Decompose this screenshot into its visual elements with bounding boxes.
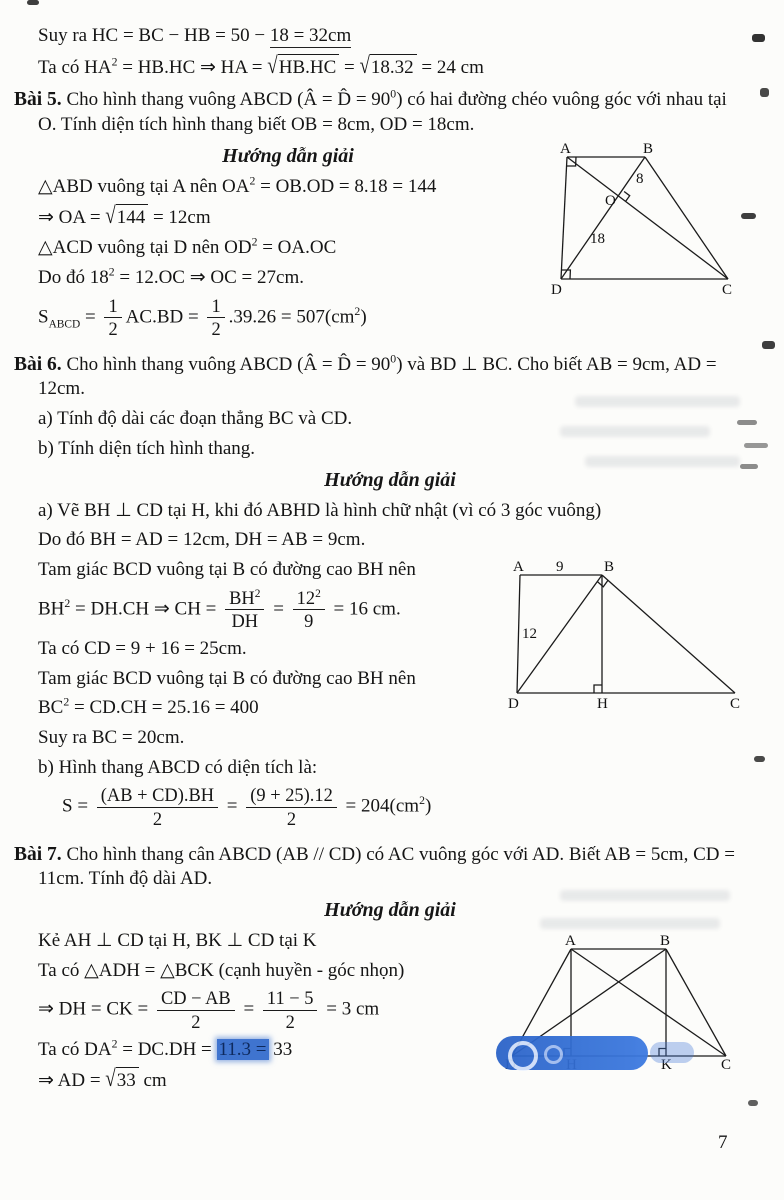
vertex-label-b: B [643,142,654,157]
math-line: △ABD vuông tại A nên $OA^2 = OB.OD = 8.18 = 144$ [38,174,437,197]
math-line: a) Vẽ BH ⊥ CD tại H, khi đó ABHD là hình chữ nhật (vì có 3 góc vuông) [38,499,602,521]
math-line: Ta có △ADH = △BCK (cạnh huyền - góc nhọn) [38,959,405,981]
solution-guide-heading: Hướng dẫn giải [222,144,354,167]
math-line: ⇒ AD = √33 cm [38,1066,167,1093]
math-sqrt: √18.32 [359,54,416,81]
blue-watermark-tail [650,1042,694,1063]
math-fraction: $\frac{(AB + CD).BH}{2}$ [97,785,218,829]
vertex-label-a: A [560,142,571,157]
vertex-label-a: A [565,932,576,949]
math-sqrt: √33 [105,1067,138,1094]
problem-6-part-a: a) Tính độ dài các đoạn thẳng BC và CD. [38,408,353,430]
math-fraction: $\frac{CD - AB}{2}$ [157,988,235,1032]
right-trapezoid-diagram [507,560,742,712]
problem-6-part-b: b) Tính diện tích hình thang. [38,437,256,459]
blue-watermark [496,1036,648,1070]
math-fraction: $\frac{12^2}{9}$ [293,588,325,632]
problem-7-statement: Bài 7. Cho hình thang cân ABCD (AB // CD) có AC vuông góc với AD. Biết AB = 5cm, CD = 11cm. Tính độ dài AD. [14,843,735,890]
figure-bai5 [550,143,742,301]
math-line: Suy ra BC = 20cm. [38,726,185,748]
vertex-label-a: A [513,559,524,575]
math-fraction: $\frac{BH^2}{DH}$ [225,588,264,632]
problem-5-statement: Bài 5. Cho hình thang vuông ABCD (Â = D̂ = $90^0$) có hai đường chéo vuông góc với nhau tại O. Tính diện tích hình thang biết OB = 8cm, OD = 18cm. [14,88,727,136]
scan-artifact [27,0,39,5]
scan-artifact [760,88,769,97]
vertex-label-c: C [721,1056,732,1073]
scan-artifact [741,213,756,219]
problem-6-solution [38,467,742,835]
math-line: ⇒ DH = CK = $\frac{CD - AB}{2}$ = $\frac{11 - 5}{2}$ = 3 cm [38,988,380,1032]
scan-artifact [762,341,775,349]
segment-label-ob: 8 [636,170,644,187]
vertex-label-b: B [660,932,671,949]
math-fraction: $\frac{1}{2}$ [104,296,121,340]
vertex-label-k: K [661,1056,672,1073]
vertex-label-d: D [508,695,519,712]
math-line: △ACD vuông tại D nên $OD^2 = OA.OC$ [38,235,337,259]
math-line: Kẻ AH ⊥ CD tại H, BK ⊥ CD tại K [38,929,317,951]
scan-artifact [754,756,765,762]
vertex-label-b: B [604,559,615,575]
math-line: Tam giác BCD vuông tại B có đường cao BH nên [38,558,416,580]
watermark-ring-icon [544,1045,563,1064]
scan-artifact [740,464,758,469]
math-line: Ta có CD = 9 + 16 = 25cm. [38,637,247,659]
problem-5-solution [38,143,742,345]
scan-artifact [744,443,768,448]
blue-highlight: 11.3 = [218,1038,267,1060]
problem-6-statement: Bài 6. Cho hình thang vuông ABCD (Â = D̂ = $90^0$) và BD ⊥ BC. Cho biết AB = 9cm, AD = 12cm. [14,352,717,400]
math-line: Suy ra HC = BC − HB = 50 − 18 = 32cm [38,25,352,46]
problem-7-solution [38,897,742,1099]
page-number: 7 [718,1132,728,1153]
math-fraction: $\frac{(9 + 25).12}{2}$ [246,785,337,829]
math-line: $S_{ABCD}$ = $\frac{1}{2}$ AC.BD = $\frac{1}{2}$ $.39.26 = 507(cm^2)$ [38,295,367,340]
solution-guide-heading: Hướng dẫn giải [324,898,456,921]
math-line: S = $\frac{(AB + CD).BH}{2}$ = $\frac{(9 + 25).12}{2}$ = $204(cm^2)$ [62,785,432,829]
solution-guide-heading: Hướng dẫn giải [324,468,456,491]
watermark-ring-icon [508,1041,538,1071]
figure-bai6 [507,560,742,712]
math-sqrt: √144 [105,204,148,231]
math-line: Ta có $DA^2 = DC.DH = 11.3 = 33$ [38,1037,293,1060]
trapezoid-edges [517,575,735,693]
math-line: Ta có $HA^2 = HB.HC$ ⇒ HA = √HB.HC = √18.32 = 24 cm [38,52,484,79]
right-angle-mark-b [597,580,608,587]
vertex-label-h: H [597,695,608,712]
math-line: Tam giác BCD vuông tại B có đường cao BH nên [38,667,416,689]
math-line: b) Hình thang ABCD có diện tích là: [38,756,318,778]
segment-label-ab: 9 [556,559,564,575]
vertex-label-c: C [722,281,733,298]
scan-artifact [748,1100,758,1106]
segment-label-od: 18 [590,230,605,247]
scan-artifact [752,34,765,42]
trapezoid-abcd-diagram [550,143,742,301]
page-content [14,24,742,1099]
figure-bai7 [500,933,742,1073]
trapezoid-edges [561,157,728,279]
math-line: ⇒ OA = √144 = 12cm [38,203,211,230]
vertex-label-d: D [551,281,562,298]
right-angle-mark-o [624,191,630,201]
math-sqrt: √HB.HC [267,54,339,81]
right-angle-mark-h [594,685,602,693]
math-line: Do đó BH = AD = 12cm, DH = AB = 9cm. [38,529,366,551]
math-line: $BH^2 = DH.CH$ ⇒ CH = $\frac{BH^2}{DH}$ = $\frac{12^2}{9}$ = 16 cm. [38,587,401,632]
math-line: $BC^2 = CD.CH = 25.16 = 400$ [38,695,259,719]
math-fraction: $\frac{11 - 5}{2}$ [263,988,318,1032]
math-fraction: $\frac{1}{2}$ [207,296,224,340]
math-line: Do đó $18^2 = 12.OC$ ⇒ OC = 27cm. [38,265,304,288]
vertex-label-c: C [730,695,741,712]
segment-label-ad: 12 [522,625,537,642]
vertex-label-o: O [605,192,616,209]
